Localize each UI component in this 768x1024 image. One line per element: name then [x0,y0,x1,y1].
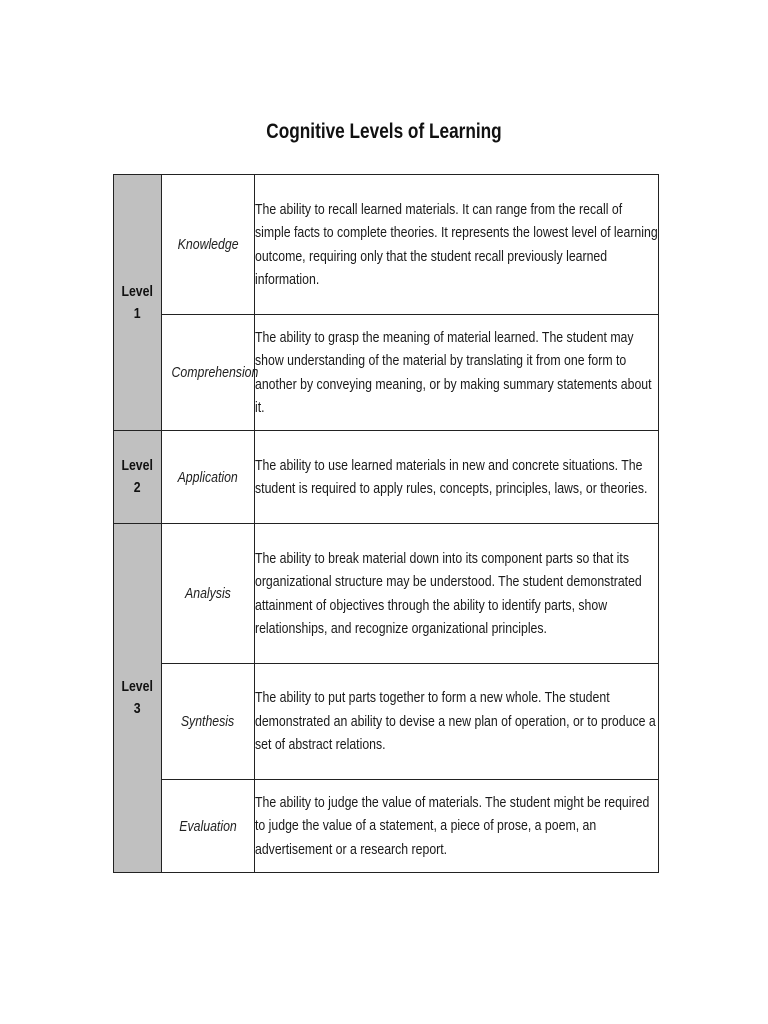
description-text: The ability to recall learned materials. It can range from the recall of simple facts to complete theories. It represents the lowest level of learning outcome, requiring only that the student recall previously learned information. [255,200,658,288]
category-cell [162,664,255,780]
level-1-cell [114,175,162,431]
category-cell [162,524,255,664]
category-label: Comprehension [171,364,259,381]
level-heading: Level [121,282,154,300]
description-cell [255,664,659,780]
category-cell [162,780,255,873]
table-row [114,524,659,664]
table-row [114,664,659,780]
category-label: Knowledge [177,236,239,253]
description-text: The ability to use learned materials in new and concrete situations. The student is required to apply rules, concepts, principles, laws, or theories. [255,456,648,497]
category-label: Application [177,468,239,486]
category-label: Evaluation [179,817,237,835]
description-text: The ability to put parts together to form a new whole. The student demonstrated an ability to devise a new plan of operation, or to produce a set of abstract relations. [255,689,656,754]
level-heading: Level [121,457,154,474]
level-number: 1 [134,304,141,322]
description-text: The ability to grasp the meaning of material learned. The student may show understanding of the material by translating it from one form to another by conveying meaning, or by making summary statements about it. [255,328,652,416]
level-3-cell [114,524,162,873]
category-label: Analysis [185,585,231,602]
description-cell [255,175,659,315]
page-title: Cognitive Levels of Learning [266,120,502,143]
level-number: 2 [134,479,141,496]
category-cell [162,175,255,315]
cognitive-levels-table [113,174,659,873]
description-cell [255,780,659,873]
description-cell [255,524,659,664]
table-row [114,175,659,315]
table-row [114,315,659,431]
table-row [114,431,659,524]
category-cell [162,315,259,431]
level-heading: Level [121,678,154,695]
category-cell [162,431,255,524]
table-row [114,780,659,873]
description-text: The ability to judge the value of materials. The student might be required to judge the value of a statement, a piece of prose, a poem, an advertisement or a research report. [255,793,650,858]
level-2-cell [114,431,162,524]
description-cell [255,315,659,431]
description-text: The ability to break material down into its component parts so that its organizational structure may be understood. The student demonstrated attainment of objectives through the ability to identify parts, show relationships, and recognize organizational principles. [255,549,642,637]
description-cell [255,431,659,524]
category-label: Synthesis [181,713,235,730]
level-number: 3 [134,700,141,717]
